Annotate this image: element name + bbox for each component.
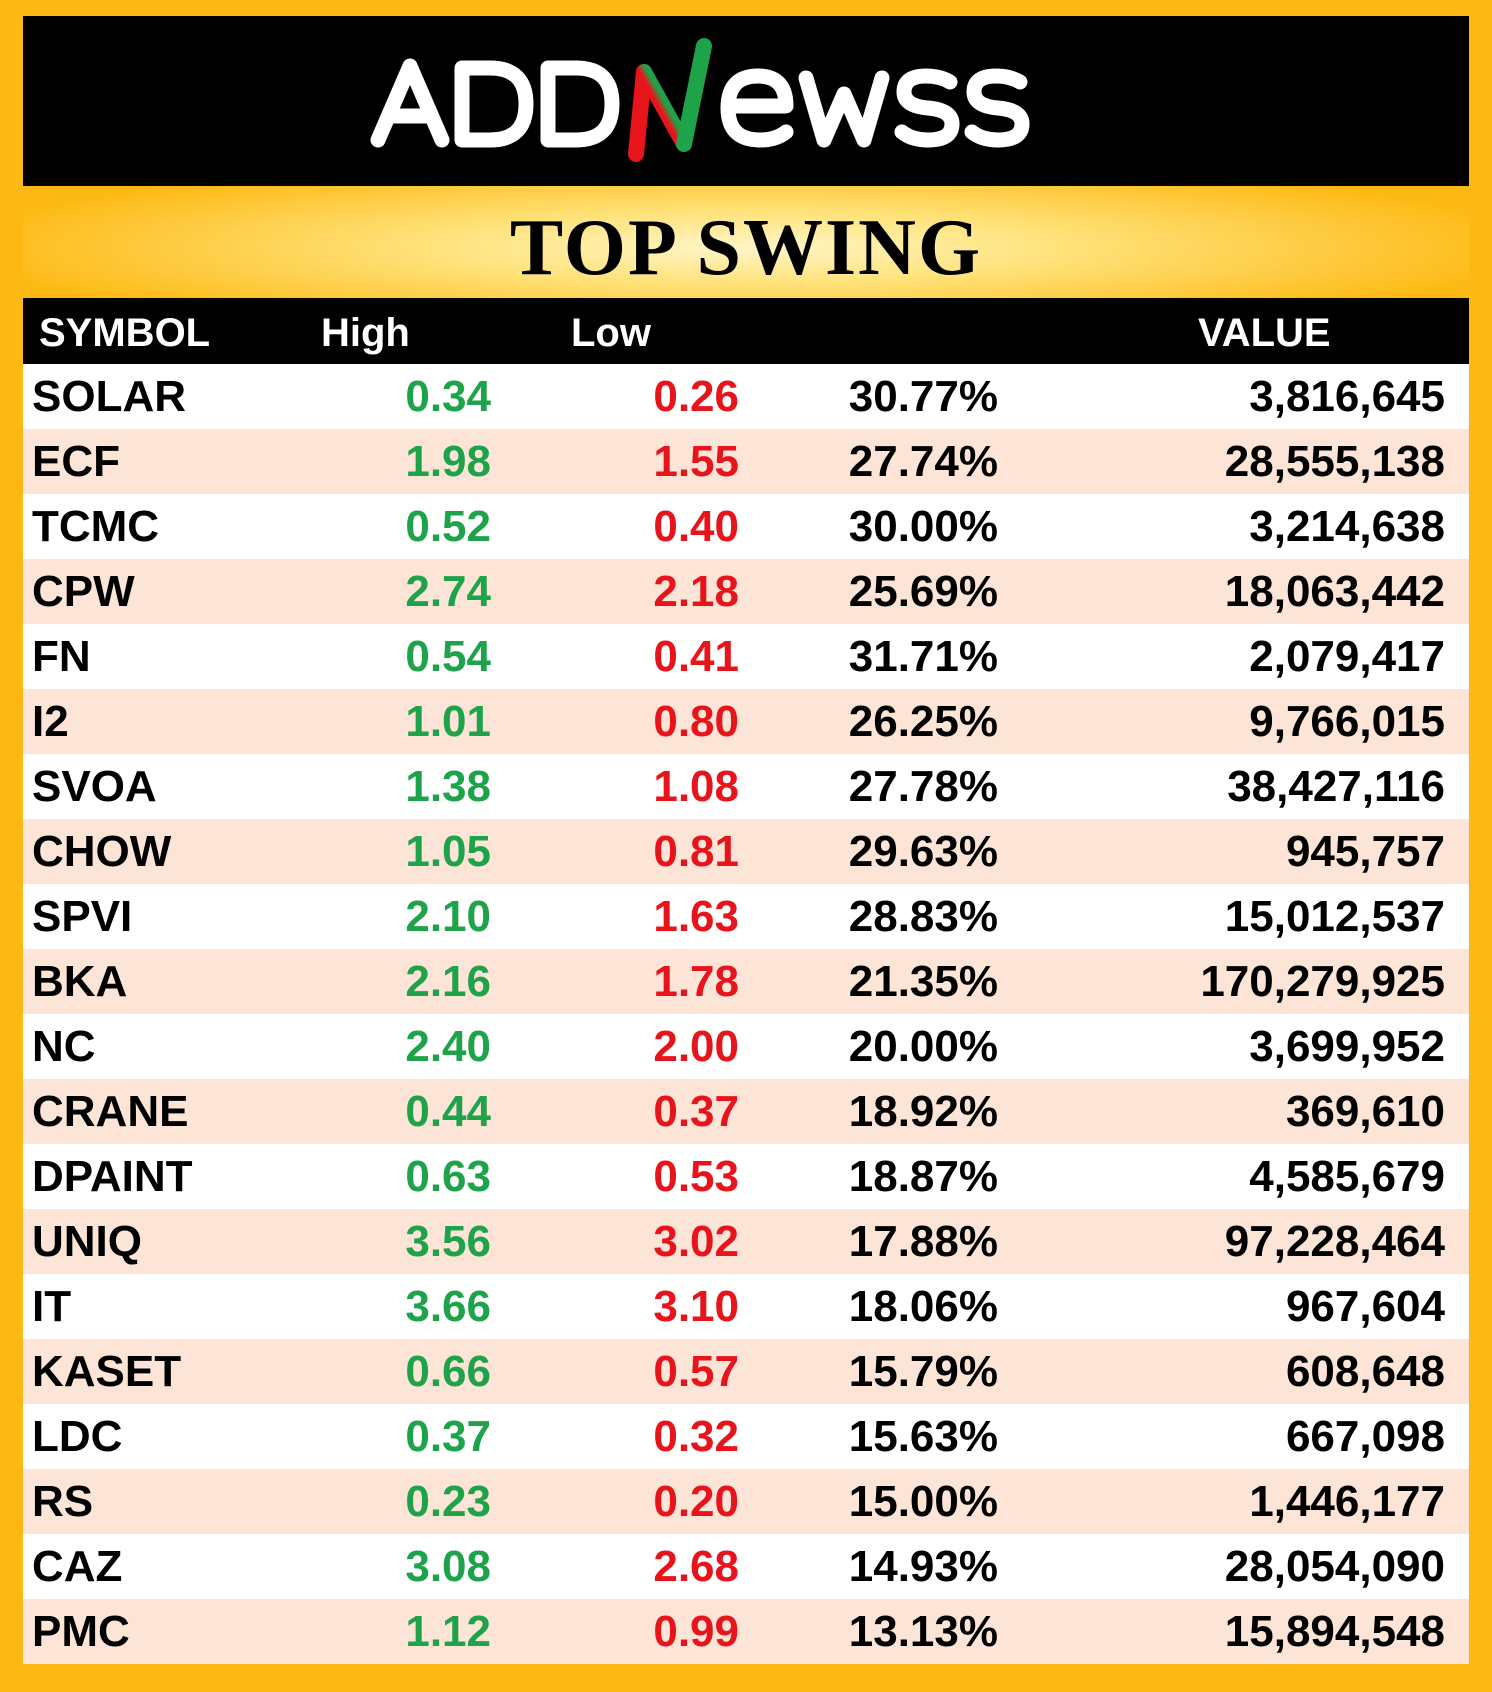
table-row bbox=[23, 1404, 1469, 1469]
cell-symbol: BKA bbox=[32, 956, 128, 1006]
cell-value: 967,604 bbox=[1285, 1281, 1445, 1331]
cell-low: 1.78 bbox=[653, 956, 739, 1006]
cell-value: 170,279,925 bbox=[1200, 956, 1445, 1006]
cell-high: 1.98 bbox=[405, 436, 491, 486]
cell-value: 945,757 bbox=[1285, 826, 1445, 876]
top-swing-table bbox=[23, 298, 1469, 1664]
table-row bbox=[23, 1274, 1469, 1339]
table-row bbox=[23, 1014, 1469, 1079]
cell-low: 2.18 bbox=[653, 566, 739, 616]
cell-low: 0.37 bbox=[653, 1086, 739, 1136]
header-symbol: SYMBOL bbox=[39, 310, 211, 355]
cell-high: 1.05 bbox=[405, 826, 491, 876]
cell-value: 28,555,138 bbox=[1224, 436, 1445, 486]
cell-swing-pct: 27.78% bbox=[848, 761, 998, 811]
cell-value: 3,214,638 bbox=[1249, 501, 1445, 551]
table-row bbox=[23, 1534, 1469, 1599]
table-row bbox=[23, 754, 1469, 819]
cell-symbol: SVOA bbox=[32, 761, 157, 811]
cell-symbol: CRANE bbox=[32, 1086, 189, 1136]
cell-swing-pct: 14.93% bbox=[848, 1541, 998, 1591]
header-pct bbox=[763, 298, 1060, 364]
cell-high: 0.34 bbox=[405, 371, 491, 421]
cell-value: 2,079,417 bbox=[1249, 631, 1445, 681]
cell-symbol: CPW bbox=[32, 566, 135, 616]
cell-value: 15,894,548 bbox=[1224, 1606, 1445, 1656]
cell-symbol: UNIQ bbox=[32, 1216, 142, 1266]
cell-low: 0.41 bbox=[653, 631, 739, 681]
cell-swing-pct: 21.35% bbox=[848, 956, 998, 1006]
addnewss-logo bbox=[366, 36, 1126, 166]
cell-swing-pct: 20.00% bbox=[848, 1021, 998, 1071]
table-row bbox=[23, 1144, 1469, 1209]
cell-high: 2.74 bbox=[405, 566, 491, 616]
header-value: VALUE bbox=[1198, 310, 1331, 355]
cell-value: 28,054,090 bbox=[1224, 1541, 1445, 1591]
table-row bbox=[23, 949, 1469, 1014]
cell-symbol: KASET bbox=[32, 1346, 182, 1396]
cell-value: 369,610 bbox=[1285, 1086, 1445, 1136]
cell-high: 1.12 bbox=[405, 1606, 491, 1656]
cell-low: 0.32 bbox=[653, 1411, 739, 1461]
cell-high: 2.16 bbox=[405, 956, 491, 1006]
cell-low: 0.57 bbox=[653, 1346, 739, 1396]
cell-high: 3.56 bbox=[405, 1216, 491, 1266]
cell-swing-pct: 17.88% bbox=[848, 1216, 998, 1266]
table-row bbox=[23, 689, 1469, 754]
cell-value: 4,585,679 bbox=[1249, 1151, 1445, 1201]
cell-value: 15,012,537 bbox=[1224, 891, 1445, 941]
cell-symbol: TCMC bbox=[32, 501, 160, 551]
cell-swing-pct: 31.71% bbox=[848, 631, 998, 681]
cell-symbol: IT bbox=[32, 1281, 72, 1331]
cell-swing-pct: 30.77% bbox=[848, 371, 998, 421]
logo-bar bbox=[23, 16, 1469, 186]
cell-swing-pct: 29.63% bbox=[848, 826, 998, 876]
cell-low: 3.02 bbox=[653, 1216, 739, 1266]
cell-high: 3.66 bbox=[405, 1281, 491, 1331]
cell-low: 2.00 bbox=[653, 1021, 739, 1071]
cell-symbol: RS bbox=[32, 1476, 94, 1526]
header-high: High bbox=[321, 310, 410, 355]
cell-low: 1.63 bbox=[653, 891, 739, 941]
header-low: Low bbox=[571, 310, 651, 355]
table-row bbox=[23, 1469, 1469, 1534]
cell-high: 0.44 bbox=[405, 1086, 491, 1136]
cell-swing-pct: 30.00% bbox=[848, 501, 998, 551]
cell-value: 667,098 bbox=[1285, 1411, 1445, 1461]
cell-symbol: PMC bbox=[32, 1606, 130, 1656]
table-row bbox=[23, 494, 1469, 559]
cell-low: 0.81 bbox=[653, 826, 739, 876]
table-row bbox=[23, 429, 1469, 494]
cell-low: 2.68 bbox=[653, 1541, 739, 1591]
cell-swing-pct: 25.69% bbox=[848, 566, 998, 616]
cell-value: 38,427,116 bbox=[1227, 761, 1445, 811]
cell-swing-pct: 26.25% bbox=[848, 696, 998, 746]
cell-symbol: LDC bbox=[32, 1411, 123, 1461]
cell-swing-pct: 28.83% bbox=[848, 891, 998, 941]
cell-low: 0.40 bbox=[653, 501, 739, 551]
cell-value: 608,648 bbox=[1285, 1346, 1445, 1396]
cell-high: 0.37 bbox=[405, 1411, 491, 1461]
cell-low: 1.08 bbox=[653, 761, 739, 811]
cell-value: 18,063,442 bbox=[1224, 566, 1445, 616]
cell-swing-pct: 15.63% bbox=[848, 1411, 998, 1461]
cell-high: 2.10 bbox=[405, 891, 491, 941]
cell-low: 0.26 bbox=[653, 371, 739, 421]
cell-value: 1,446,177 bbox=[1249, 1476, 1445, 1526]
table-row bbox=[23, 1209, 1469, 1274]
cell-swing-pct: 27.74% bbox=[848, 436, 998, 486]
table-row bbox=[23, 364, 1469, 429]
cell-low: 0.53 bbox=[653, 1151, 739, 1201]
cell-swing-pct: 15.00% bbox=[848, 1476, 998, 1526]
cell-value: 3,816,645 bbox=[1249, 371, 1445, 421]
cell-symbol: I2 bbox=[32, 696, 69, 746]
table-row bbox=[23, 819, 1469, 884]
cell-low: 0.20 bbox=[653, 1476, 739, 1526]
table-header-row bbox=[23, 298, 1469, 364]
cell-high: 0.23 bbox=[405, 1476, 491, 1526]
cell-value: 3,699,952 bbox=[1249, 1021, 1445, 1071]
cell-high: 0.66 bbox=[405, 1346, 491, 1396]
cell-symbol: ECF bbox=[32, 436, 120, 486]
cell-high: 0.52 bbox=[405, 501, 491, 551]
table-row bbox=[23, 1079, 1469, 1144]
cell-symbol: CAZ bbox=[32, 1541, 123, 1591]
cell-high: 1.01 bbox=[405, 696, 491, 746]
cell-high: 2.40 bbox=[405, 1021, 491, 1071]
cell-value: 97,228,464 bbox=[1224, 1216, 1445, 1266]
cell-symbol: CHOW bbox=[32, 826, 172, 876]
cell-symbol: SOLAR bbox=[32, 371, 186, 421]
cell-high: 0.54 bbox=[405, 631, 491, 681]
cell-low: 0.80 bbox=[653, 696, 739, 746]
table-row bbox=[23, 884, 1469, 949]
cell-low: 1.55 bbox=[653, 436, 739, 486]
title-band bbox=[23, 186, 1469, 298]
cell-symbol: DPAINT bbox=[32, 1151, 193, 1201]
cell-symbol: SPVI bbox=[32, 891, 133, 941]
cell-low: 3.10 bbox=[653, 1281, 739, 1331]
cell-high: 0.63 bbox=[405, 1151, 491, 1201]
cell-low: 0.99 bbox=[653, 1606, 739, 1656]
cell-high: 3.08 bbox=[405, 1541, 491, 1591]
cell-symbol: NC bbox=[32, 1021, 96, 1071]
cell-swing-pct: 15.79% bbox=[848, 1346, 998, 1396]
table-row bbox=[23, 624, 1469, 689]
cell-symbol: FN bbox=[32, 631, 91, 681]
table-row bbox=[23, 559, 1469, 624]
cell-swing-pct: 18.92% bbox=[848, 1086, 998, 1136]
table-row bbox=[23, 1599, 1469, 1664]
cell-swing-pct: 18.87% bbox=[848, 1151, 998, 1201]
cell-high: 1.38 bbox=[405, 761, 491, 811]
cell-swing-pct: 13.13% bbox=[848, 1606, 998, 1656]
table-row bbox=[23, 1339, 1469, 1404]
page-title: TOP SWING bbox=[509, 204, 983, 292]
cell-swing-pct: 18.06% bbox=[848, 1281, 998, 1331]
cell-value: 9,766,015 bbox=[1249, 696, 1445, 746]
